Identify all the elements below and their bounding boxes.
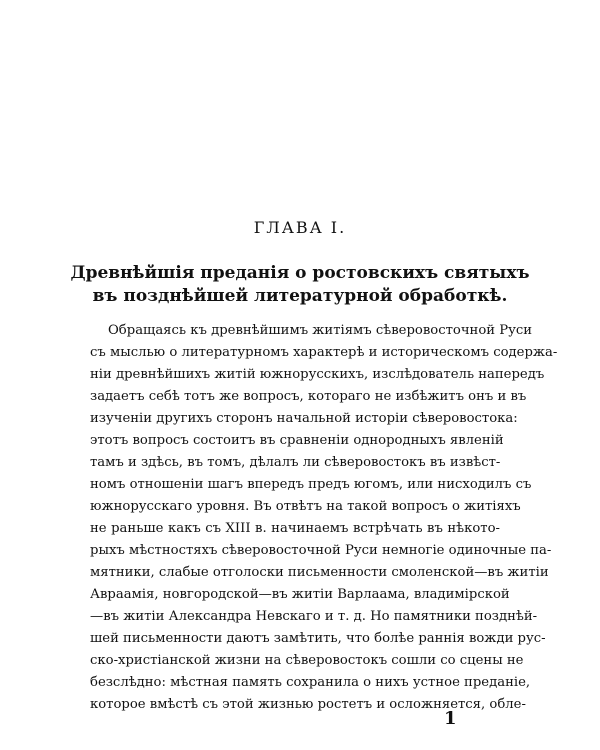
page-number: 1 <box>444 708 457 729</box>
text-line: мятники, слабые отголоски письменности смоленской—въ житіи <box>90 565 549 580</box>
text-line: южнорусскаго уровня. Въ отвѣтъ на такой вопросъ о житіяхъ <box>90 499 521 514</box>
chapter-title <box>70 262 530 308</box>
text-line: тамъ и здѣсь, въ томъ, дѣлалъ ли сѣверовостокъ въ извѣст- <box>90 455 501 470</box>
chapter-heading: ГЛАВА I. <box>253 218 347 237</box>
text-line: Авраамія, новгородской—въ житіи Варлаама, владимірской <box>90 587 510 602</box>
text-line: номъ отношеніи шагъ впередъ предъ югомъ, или нисходилъ съ <box>90 477 532 492</box>
text-line: которое вмѣстѣ съ этой жизнью ростетъ и осложняется, обле- <box>90 697 526 712</box>
text-line: съ мыслью о литературномъ характерѣ и историческомъ содержа- <box>90 345 558 360</box>
text-line: задаетъ себѣ тотъ же вопросъ, котораго не избѣжитъ онъ и въ <box>90 389 527 404</box>
body-paragraph <box>90 320 558 716</box>
text-line: не раньше какъ съ XIII в. начинаемъ встрѣчать въ нѣкото- <box>90 521 500 536</box>
text-line: рыхъ мѣстностяхъ сѣверовосточной Руси немногіе одиночные па- <box>90 543 552 558</box>
text-line: ско-христіанской жизни на сѣверовостокъ сошли со сцены не <box>90 653 524 668</box>
text-line: ніи древнѣйшихъ житій южнорусскихъ, изслѣдователь напередъ <box>90 367 545 382</box>
chapter-title-line-1: Древнѣйшія преданія о ростовскихъ святыхъ <box>70 263 530 283</box>
text-line: изученіи другихъ сторонъ начальной исторіи сѣверовостока: <box>90 411 518 426</box>
text-line: —въ житіи Александра Невскаго и т. д. Но памятники позднѣй- <box>90 609 538 624</box>
text-line: безслѣдно: мѣстная память сохранила о нихъ устное преданіе, <box>90 675 531 690</box>
text-line: шей письменности даютъ замѣтить, что болѣе раннія вожди рус- <box>90 631 546 646</box>
text-line: этотъ вопросъ состоитъ въ сравненіи однородныхъ явленій <box>90 433 504 448</box>
text-line: Обращаясь къ древнѣйшимъ житіямъ сѣверовосточной Руси <box>108 323 533 338</box>
chapter-title-line-2: въ позднѣйшей литературной обработкѣ. <box>92 286 508 306</box>
